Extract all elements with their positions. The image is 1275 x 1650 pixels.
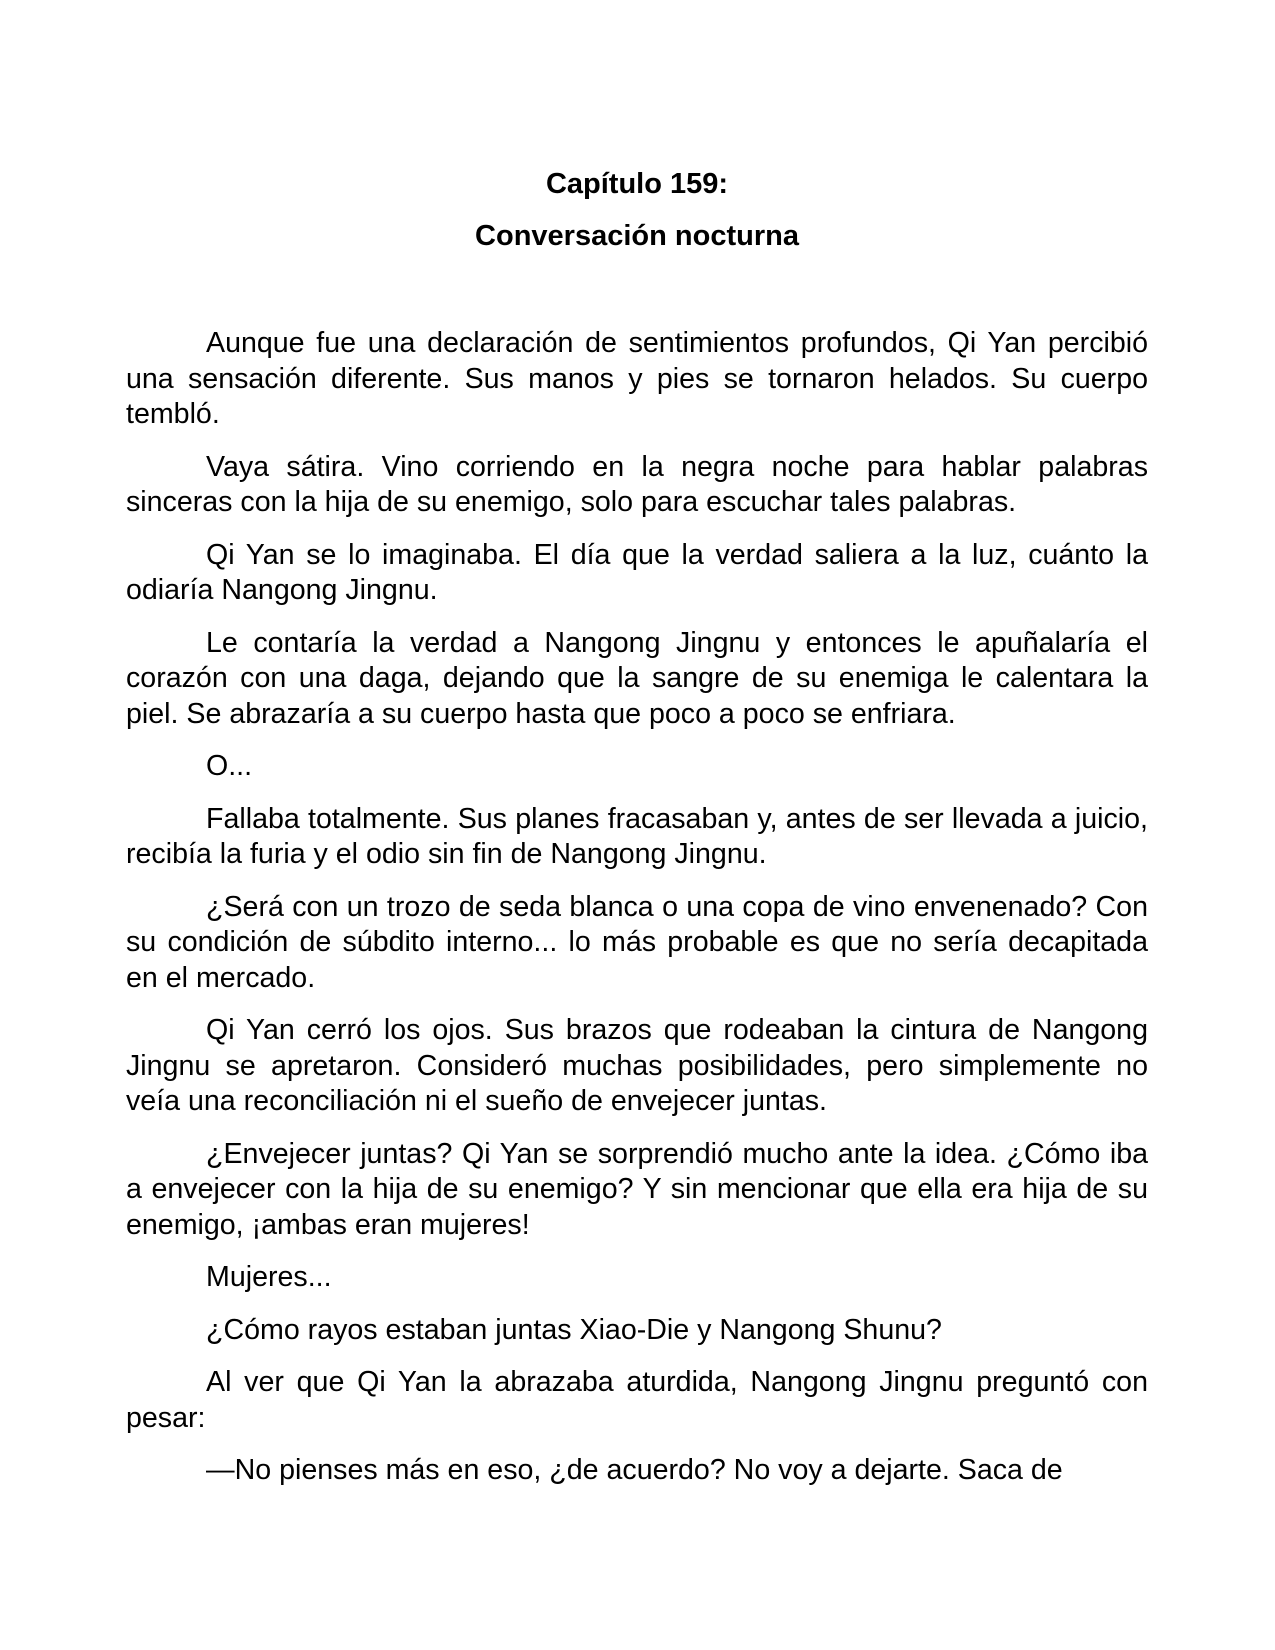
paragraph: Al ver que Qi Yan la abrazaba aturdida, Nangong Jingnu preguntó con pesar:	[126, 1366, 1148, 1434]
body-text	[126, 326, 1148, 1489]
chapter-title: Conversación nocturna	[475, 220, 799, 252]
paragraph: Aunque fue una declaración de sentimientos profundos, Qi Yan percibió una sensación diferente. Sus manos y pies se tornaron helados. Su cuerpo tembló.	[126, 327, 1148, 430]
paragraph: ¿Cómo rayos estaban juntas Xiao-Die y Nangong Shunu?	[206, 1313, 942, 1346]
paragraph: ¿Envejecer juntas? Qi Yan se sorprendió mucho ante la idea. ¿Cómo iba a envejecer con la hija de su enemigo? Y sin mencionar que ella era hija de su enemigo, ¡ambas eran mujeres!	[126, 1137, 1148, 1241]
paragraph: ¿Será con un trozo de seda blanca o una copa de vino envenenado? Con su condición de súbdito interno... lo más probable es que no sería decapitada en el mercado.	[126, 890, 1148, 994]
paragraph: —No pienses más en eso, ¿de acuerdo? No voy a dejarte. Saca de	[206, 1454, 1063, 1486]
paragraph: Vaya sátira. Vino corriendo en la negra noche para hablar palabras sinceras con la hija de su enemigo, solo para escuchar tales palabras.	[126, 450, 1148, 518]
paragraph: Qi Yan cerró los ojos. Sus brazos que rodeaban la cintura de Nangong Jingnu se apretaron. Consideró muchas posibilidades, pero simplemente no veía una reconciliación ni el sueño de envejecer juntas.	[126, 1014, 1148, 1117]
paragraph: Le contaría la verdad a Nangong Jingnu y entonces le apuñalaría el corazón con una daga, dejando que la sangre de su enemiga le calentara la piel. Se abrazaría a su cuerpo hasta que poco a poco se enfriara.	[126, 626, 1148, 730]
paragraph: Fallaba totalmente. Sus planes fracasaban y, antes de ser llevada a juicio, recibía la furia y el odio sin fin de Nangong Jingnu.	[126, 802, 1148, 870]
paragraph: Qi Yan se lo imaginaba. El día que la verdad saliera a la luz, cuánto la odiaría Nangong Jingnu.	[126, 538, 1148, 606]
chapter-number: Capítulo 159:	[545, 168, 729, 200]
paragraph: Mujeres...	[206, 1261, 332, 1293]
chapter-heading	[126, 158, 1148, 262]
paragraph: O...	[206, 750, 253, 782]
